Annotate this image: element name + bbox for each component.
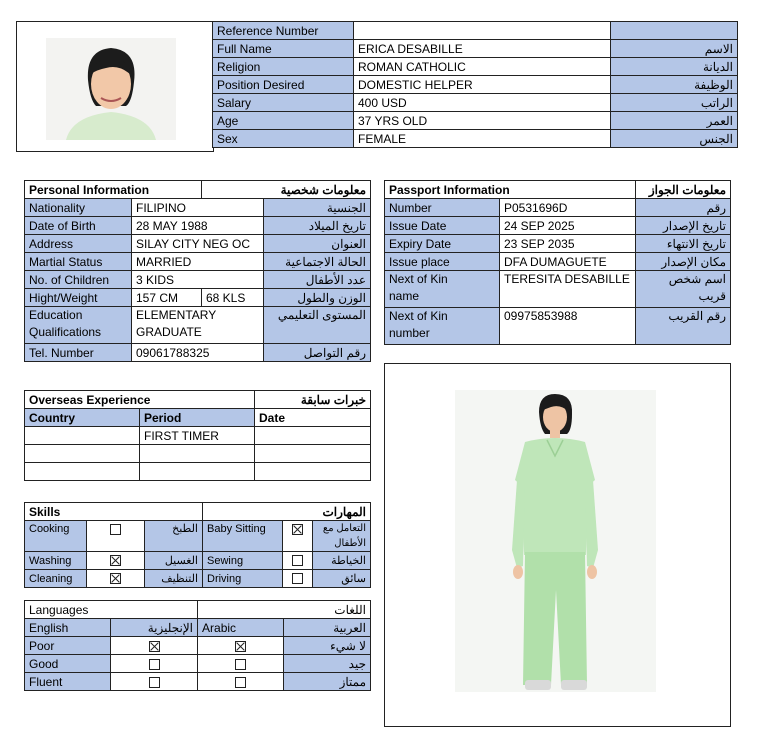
english-header: English [25, 619, 111, 637]
languages-title-ar: اللغات [198, 601, 371, 619]
nationality-ar: الجنسية [264, 199, 371, 217]
skill-baby-ar: التعامل مع الأطفال [313, 521, 371, 552]
height-weight-label: Hight/Weight [25, 289, 132, 307]
header-value: 400 USD [354, 94, 611, 112]
header-label: Age [213, 112, 354, 130]
overseas-period-cell: FIRST TIMER [140, 427, 255, 445]
checkbox-icon [292, 524, 303, 535]
skill-cooking-ar: الطبخ [145, 521, 203, 552]
kin-name-value: TERESITA DESABILLE [500, 271, 636, 308]
address-value: SILAY CITY NEG OC [132, 235, 264, 253]
education-label: Education Qualifications [25, 307, 132, 344]
checkbox-icon [110, 573, 121, 584]
skill-baby-check[interactable] [283, 521, 313, 552]
level-label-ar: جيد [284, 655, 371, 673]
level-label: Poor [25, 637, 111, 655]
skills-title-ar: المهارات [203, 503, 371, 521]
passport-number-label: Number [385, 199, 500, 217]
languages-title: Languages [25, 601, 198, 619]
skill-cooking-label: Cooking [25, 521, 87, 552]
header-row [213, 76, 738, 94]
header-label-ar: الوظيفة [611, 76, 738, 94]
checkbox-icon [149, 659, 160, 670]
header-label: Reference Number [213, 22, 354, 40]
tel-ar: رقم التواصل [264, 344, 371, 362]
header-label: Full Name [213, 40, 354, 58]
children-ar: عدد الأطفال [264, 271, 371, 289]
skill-washing-label: Washing [25, 552, 87, 570]
header-label-ar: الاسم [611, 40, 738, 58]
english-level-check[interactable] [111, 673, 198, 691]
issue-place-label: Issue place [385, 253, 500, 271]
tel-label: Tel. Number [25, 344, 132, 362]
nationality-label: Nationality [25, 199, 132, 217]
full-body-photo-frame [384, 363, 731, 727]
passport-title-ar: معلومات الجواز [636, 181, 731, 199]
kin-name-label: Next of Kin name [385, 271, 500, 308]
header-value: DOMESTIC HELPER [354, 76, 611, 94]
header-label-ar: الجنس [611, 130, 738, 148]
header-value: 37 YRS OLD [354, 112, 611, 130]
arabic-header-ar: العربية [284, 619, 371, 637]
header-row [213, 40, 738, 58]
header-label-ar: الديانة [611, 58, 738, 76]
overseas-date-cell [255, 427, 371, 445]
language-level-row [25, 655, 371, 673]
skill-washing-ar: الغسيل [145, 552, 203, 570]
period-header: Period [140, 409, 255, 427]
header-label: Religion [213, 58, 354, 76]
arabic-level-check[interactable] [198, 637, 284, 655]
header-row [213, 22, 738, 40]
marital-value: MARRIED [132, 253, 264, 271]
checkbox-icon [292, 573, 303, 584]
overseas-table [24, 390, 371, 481]
marital-ar: الحالة الاجتماعية [264, 253, 371, 271]
header-label-ar: العمر [611, 112, 738, 130]
dob-ar: تاريخ الميلاد [264, 217, 371, 235]
weight-value: 68 KLS [202, 289, 264, 307]
height-weight-ar: الوزن والطول [264, 289, 371, 307]
skill-driving-check[interactable] [283, 570, 313, 588]
country-header: Country [25, 409, 140, 427]
header-value: ROMAN CATHOLIC [354, 58, 611, 76]
kin-number-value: 09975853988 [500, 308, 636, 345]
passport-info-table [384, 180, 731, 345]
passport-number-ar: رقم [636, 199, 731, 217]
header-row [213, 94, 738, 112]
skill-sewing-ar: الخياطة [313, 552, 371, 570]
english-header-ar: الإنجليزية [111, 619, 198, 637]
header-value: FEMALE [354, 130, 611, 148]
skill-driving-label: Driving [203, 570, 283, 588]
skill-washing-check[interactable] [87, 552, 145, 570]
issue-date-label: Issue Date [385, 217, 500, 235]
headshot-frame [16, 21, 214, 152]
issue-place-ar: مكان الإصدار [636, 253, 731, 271]
skills-table [24, 502, 371, 588]
checkbox-icon [149, 641, 160, 652]
checkbox-icon [235, 677, 246, 688]
skill-cleaning-label: Cleaning [25, 570, 87, 588]
headshot-photo [46, 38, 176, 140]
overseas-country-cell [25, 427, 140, 445]
arabic-level-check[interactable] [198, 673, 284, 691]
kin-number-ar: رقم القريب [636, 308, 731, 345]
arabic-header: Arabic [198, 619, 284, 637]
header-row [213, 58, 738, 76]
expiry-date-value: 23 SEP 2035 [500, 235, 636, 253]
children-label: No. of Children [25, 271, 132, 289]
checkbox-icon [235, 659, 246, 670]
header-value: ERICA DESABILLE [354, 40, 611, 58]
issue-date-ar: تاريخ الإصدار [636, 217, 731, 235]
languages-table [24, 600, 371, 691]
overseas-title-ar: خبرات سابقة [255, 391, 371, 409]
skill-cleaning-check[interactable] [87, 570, 145, 588]
header-label: Position Desired [213, 76, 354, 94]
marital-label: Martial Status [25, 253, 132, 271]
skill-sewing-check[interactable] [283, 552, 313, 570]
personal-title: Personal Information [25, 181, 202, 199]
issue-place-value: DFA DUMAGUETE [500, 253, 636, 271]
expiry-date-ar: تاريخ الانتهاء [636, 235, 731, 253]
personal-info-table [24, 180, 371, 362]
personal-title-ar: معلومات شخصية [202, 181, 371, 199]
header-value [354, 22, 611, 40]
nationality-value: FILIPINO [132, 199, 264, 217]
education-ar: المستوى التعليمي [264, 307, 371, 344]
height-value: 157 CM [132, 289, 202, 307]
kin-name-ar: اسم شخص قريب [636, 271, 731, 308]
passport-title: Passport Information [385, 181, 636, 199]
issue-date-value: 24 SEP 2025 [500, 217, 636, 235]
language-level-row [25, 673, 371, 691]
education-value: ELEMENTARY GRADUATE [132, 307, 264, 344]
overseas-row [25, 463, 371, 481]
overseas-title: Overseas Experience [25, 391, 255, 409]
english-level-check[interactable] [111, 637, 198, 655]
expiry-date-label: Expiry Date [385, 235, 500, 253]
overseas-row [25, 427, 371, 445]
skill-driving-ar: سائق [313, 570, 371, 588]
passport-number-value: P0531696D [500, 199, 636, 217]
level-label-ar: لا شيء [284, 637, 371, 655]
dob-value: 28 MAY 1988 [132, 217, 264, 235]
skill-cleaning-ar: التنظيف [145, 570, 203, 588]
header-label: Salary [213, 94, 354, 112]
checkbox-icon [149, 677, 160, 688]
date-header: Date [255, 409, 371, 427]
header-row [213, 130, 738, 148]
level-label: Good [25, 655, 111, 673]
skill-baby-label: Baby Sitting [203, 521, 283, 552]
header-table [212, 21, 738, 148]
language-level-row [25, 637, 371, 655]
level-label-ar: ممتاز [284, 673, 371, 691]
full-body-photo [455, 390, 656, 692]
checkbox-icon [292, 555, 303, 566]
header-row [213, 112, 738, 130]
overseas-row [25, 445, 371, 463]
header-label-ar [611, 22, 738, 40]
dob-label: Date of Birth [25, 217, 132, 235]
arabic-level-check[interactable] [198, 655, 284, 673]
skills-title: Skills [25, 503, 203, 521]
tel-value: 09061788325 [132, 344, 264, 362]
header-label-ar: الراتب [611, 94, 738, 112]
address-ar: العنوان [264, 235, 371, 253]
kin-number-label: Next of Kin number [385, 308, 500, 345]
skill-cooking-check[interactable] [87, 521, 145, 552]
checkbox-icon [110, 524, 121, 535]
english-level-check[interactable] [111, 655, 198, 673]
address-label: Address [25, 235, 132, 253]
header-label: Sex [213, 130, 354, 148]
skill-sewing-label: Sewing [203, 552, 283, 570]
level-label: Fluent [25, 673, 111, 691]
children-value: 3 KIDS [132, 271, 264, 289]
checkbox-icon [235, 641, 246, 652]
checkbox-icon [110, 555, 121, 566]
